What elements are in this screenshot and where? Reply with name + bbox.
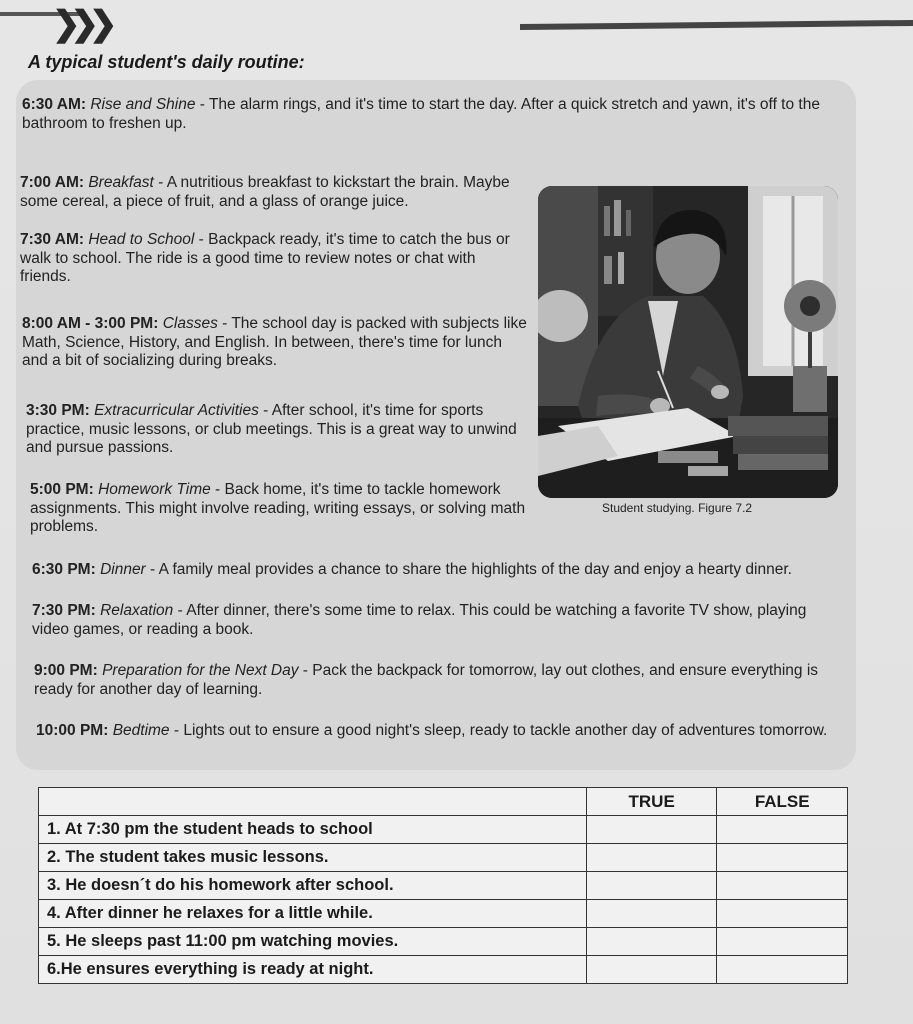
entry-activity: Rise and Shine	[90, 96, 196, 113]
entry-text: - Back home, it's time to tackle homework assignments. This might involve reading, writing essays, or solving math problems.	[30, 481, 526, 535]
table-row	[39, 956, 848, 984]
top-rule	[520, 0, 913, 30]
true-answer-cell[interactable]	[586, 872, 717, 900]
entry-rise	[22, 96, 844, 133]
entry-breakfast	[20, 174, 530, 211]
true-false-table	[38, 787, 848, 984]
table-header-true: TRUE	[586, 788, 717, 816]
entry-text: - A nutritious breakfast to kickstart the brain. Maybe some cereal, a piece of fruit, and a glass of orange juice.	[20, 174, 510, 210]
entry-extracurricular	[26, 402, 531, 458]
entry-text: - After school, it's time for sports practice, music lessons, or club meetings. This is a great way to unwind and pursue passions.	[26, 402, 517, 456]
entry-activity: Preparation for the Next Day	[102, 662, 299, 679]
entry-text: - The alarm rings, and it's time to start the day. After a quick stretch and yawn, it's off to the bathroom to freshen up.	[22, 96, 820, 132]
entry-text: - Lights out to ensure a good night's sleep, ready to tackle another day of adventures tomorrow.	[169, 722, 828, 739]
false-answer-cell[interactable]	[717, 900, 848, 928]
true-answer-cell[interactable]	[586, 928, 717, 956]
entry-time: 6:30 AM:	[22, 96, 87, 113]
table-row	[39, 872, 848, 900]
table-header-statement	[39, 788, 587, 816]
false-answer-cell[interactable]	[717, 844, 848, 872]
entry-activity: Homework Time	[98, 481, 211, 498]
table-row	[39, 928, 848, 956]
entry-activity: Dinner	[100, 561, 146, 578]
entry-time: 7:00 AM:	[20, 174, 85, 191]
entry-dinner	[32, 561, 850, 580]
entry-time: 3:30 PM:	[26, 402, 90, 419]
entry-time: 10:00 PM:	[36, 722, 109, 739]
entry-time: 9:00 PM:	[34, 662, 98, 679]
chevron-arrows-icon: ❯❯❯	[52, 5, 108, 43]
false-answer-cell[interactable]	[717, 816, 848, 844]
false-answer-cell[interactable]	[717, 956, 848, 984]
entry-classes	[22, 315, 532, 371]
false-answer-cell[interactable]	[717, 872, 848, 900]
true-answer-cell[interactable]	[586, 844, 717, 872]
entry-relaxation	[32, 602, 847, 639]
statement-cell: 1. At 7:30 pm the student heads to school	[39, 816, 587, 844]
entry-activity: Classes	[162, 315, 218, 332]
entry-activity: Head to School	[88, 231, 195, 248]
statement-cell: 6.He ensures everything is ready at night.	[39, 956, 587, 984]
statement-cell: 3. He doesn´t do his homework after school.	[39, 872, 587, 900]
entry-text: - Backpack ready, it's time to catch the bus or walk to school. The ride is a good time to review notes or chat with friends.	[20, 231, 510, 285]
entry-activity: Relaxation	[100, 602, 174, 619]
table-row	[39, 900, 848, 928]
entry-time: 7:30 PM:	[32, 602, 96, 619]
entry-school	[20, 231, 530, 287]
statement-cell: 4. After dinner he relaxes for a little while.	[39, 900, 587, 928]
true-answer-cell[interactable]	[586, 956, 717, 984]
entry-time: 8:00 AM - 3:00 PM:	[22, 315, 159, 332]
true-answer-cell[interactable]	[586, 900, 717, 928]
entry-homework	[30, 481, 530, 537]
entry-time: 7:30 AM:	[20, 231, 85, 248]
false-answer-cell[interactable]	[717, 928, 848, 956]
table-header-row	[39, 788, 848, 816]
student-studying-photo	[538, 186, 838, 498]
table-header-false: FALSE	[717, 788, 848, 816]
entry-activity: Bedtime	[112, 722, 170, 739]
entry-activity: Breakfast	[88, 174, 154, 191]
entry-time: 6:30 PM:	[32, 561, 96, 578]
figure-caption: Student studying. Figure 7.2	[602, 501, 753, 515]
entry-preparation	[34, 662, 849, 699]
entry-activity: Extracurricular Activities	[94, 402, 259, 419]
statement-cell: 5. He sleeps past 11:00 pm watching movies.	[39, 928, 587, 956]
entry-text: - After dinner, there's some time to relax. This could be watching a favorite TV show, playing video games, or reading a book.	[32, 602, 807, 638]
table-row	[39, 816, 848, 844]
entry-text: - A family meal provides a chance to share the highlights of the day and enjoy a hearty dinner.	[145, 561, 792, 578]
statement-cell: 2. The student takes music lessons.	[39, 844, 587, 872]
true-answer-cell[interactable]	[586, 816, 717, 844]
entry-time: 5:00 PM:	[30, 481, 94, 498]
entry-text: - The school day is packed with subjects like Math, Science, History, and English. In between, there's time for lunch and a bit of socializing during breaks.	[22, 315, 527, 369]
entry-bedtime	[36, 722, 848, 741]
table-row	[39, 844, 848, 872]
section-title: A typical student's daily routine:	[28, 52, 305, 72]
student-studying-illustration	[538, 186, 838, 498]
entry-text: - Pack the backpack for tomorrow, lay out clothes, and ensure everything is ready for another day of learning.	[34, 662, 819, 698]
